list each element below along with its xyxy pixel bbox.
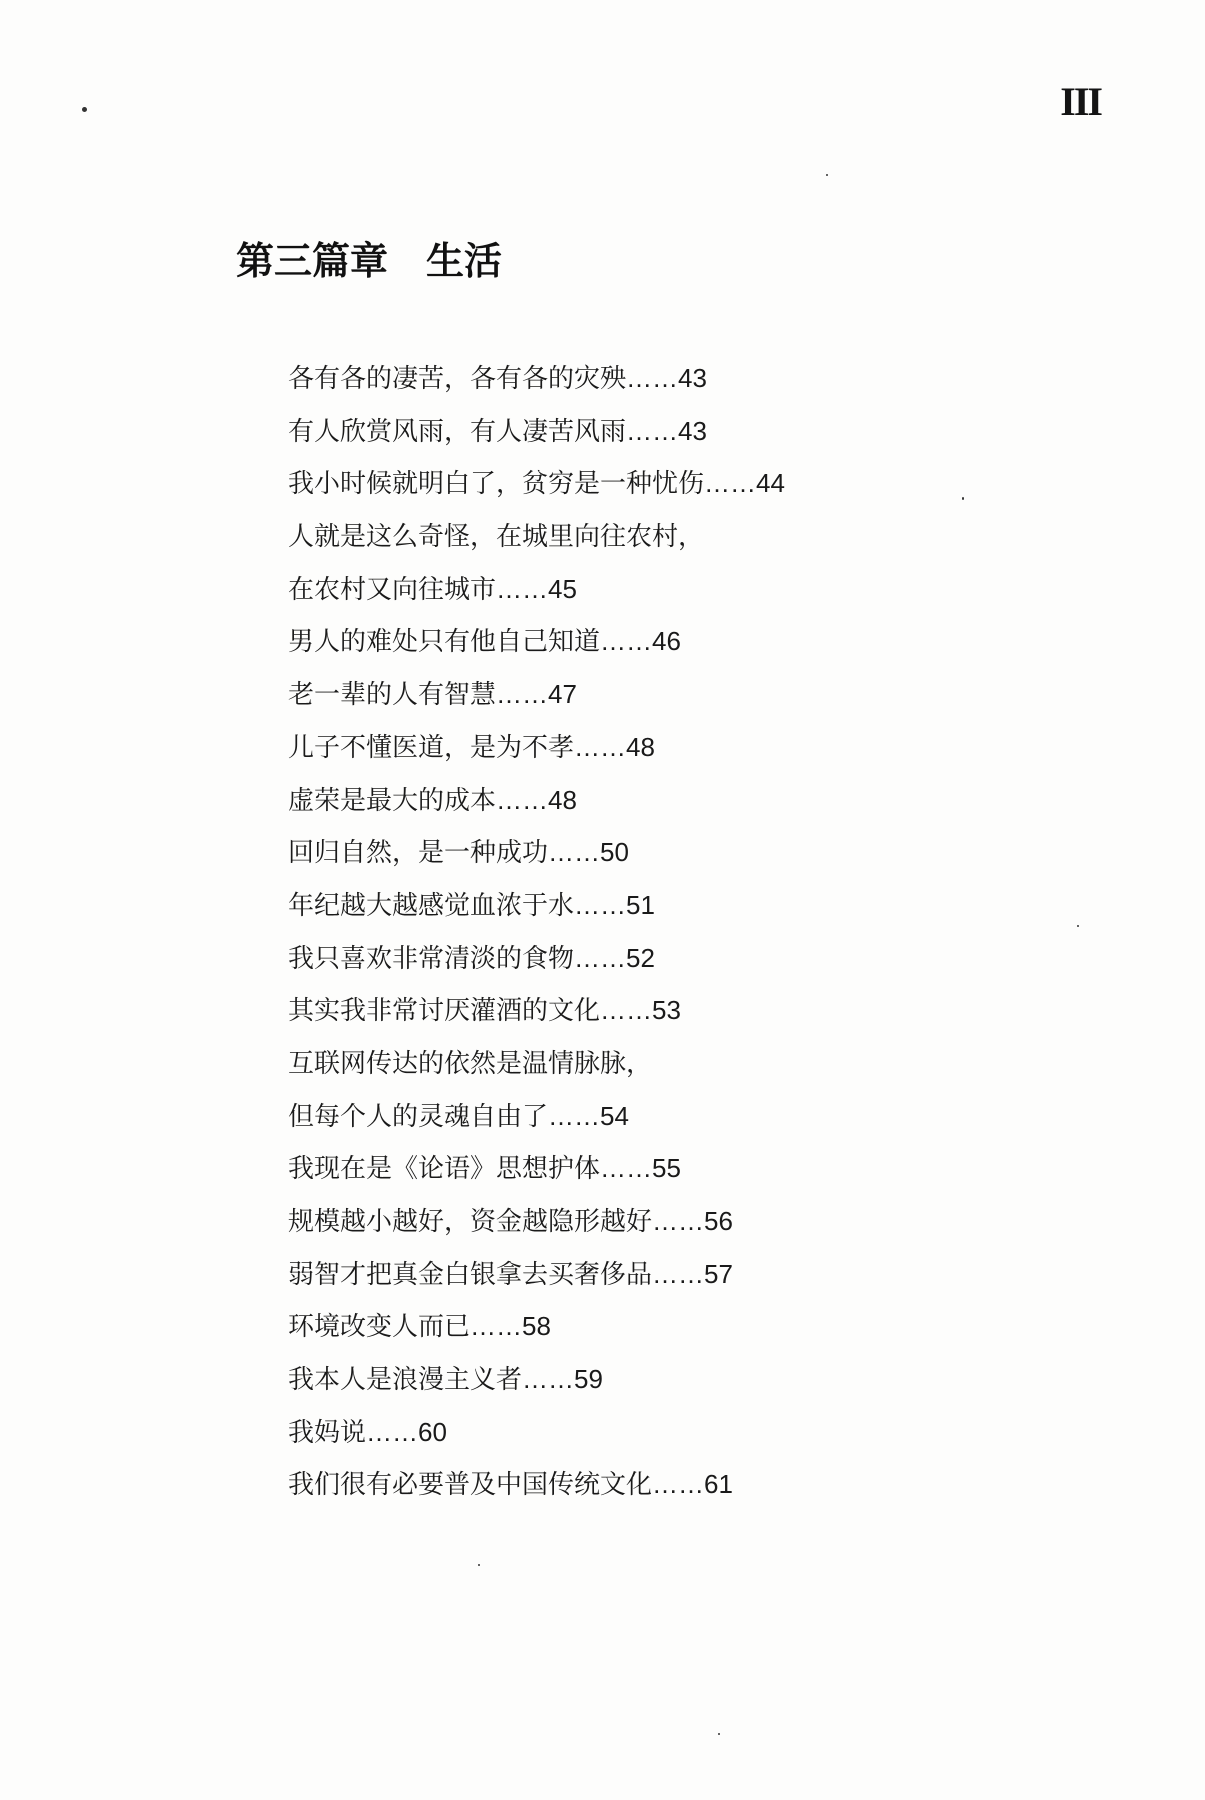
toc-entry-title: 规模越小越好，资金越隐形越好	[288, 1207, 653, 1237]
toc-entry-title: 各有各的凄苦，各有各的灾殃	[288, 364, 627, 394]
toc-entry-page: ……48	[496, 784, 577, 815]
toc-entry[interactable]	[288, 1195, 785, 1248]
toc-entry-page: ……48	[574, 731, 655, 762]
toc-entry-title: 我本人是浪漫主义者	[288, 1365, 523, 1396]
toc-entry-title: 虚荣是最大的成本	[288, 785, 497, 816]
toc-entry[interactable]	[288, 510, 785, 563]
toc-entry-title: 男人的难处只有他自己知道	[288, 627, 601, 658]
toc-entry-page: ……59	[522, 1364, 603, 1395]
chapter-name: 生活	[426, 239, 503, 283]
toc-entry-title: 互联网传达的依然是温情脉脉，	[288, 1048, 653, 1079]
toc-entry-title: 我小时候就明白了，贫穷是一种忧伤	[288, 469, 705, 500]
toc-entry[interactable]	[288, 1353, 785, 1406]
toc-entry-page: ……52	[574, 942, 655, 973]
toc-entry[interactable]	[288, 826, 785, 879]
scan-speck	[1077, 925, 1079, 927]
toc-entry-page: ……43	[626, 415, 707, 446]
scan-speck	[82, 107, 87, 112]
toc-entry-title: 我现在是《论语》思想护体	[288, 1154, 601, 1185]
toc-entry[interactable]	[288, 615, 785, 668]
toc-entry-title: 人就是这么奇怪，在城里向往农村，	[288, 522, 705, 553]
scan-speck	[478, 1564, 480, 1566]
toc-entry-title: 但每个人的灵魂自由了	[288, 1101, 549, 1132]
toc-entry-page: ……46	[600, 626, 681, 657]
toc-entry[interactable]	[288, 563, 785, 616]
toc-entry[interactable]	[288, 1458, 785, 1511]
toc-entry-page: ……58	[470, 1311, 551, 1342]
table-of-contents	[288, 352, 785, 1511]
toc-entry[interactable]	[288, 1248, 785, 1301]
toc-entry-title: 我只喜欢非常清淡的食物	[288, 943, 575, 974]
toc-entry-title: 我们很有必要普及中国传统文化	[288, 1470, 653, 1501]
toc-entry-page: ……47	[496, 679, 577, 710]
toc-entry-title: 有人欣赏风雨，有人凄苦风雨	[288, 416, 627, 447]
toc-entry-page: ……53	[600, 995, 681, 1026]
toc-entry[interactable]	[288, 984, 785, 1037]
toc-entry-title: 年纪越大越感觉血浓于水	[288, 890, 575, 921]
toc-entry[interactable]	[288, 932, 785, 985]
toc-entry[interactable]	[288, 1300, 785, 1353]
toc-entry-title: 我妈说	[288, 1417, 367, 1448]
toc-entry[interactable]	[288, 1090, 785, 1143]
scan-speck	[962, 497, 964, 500]
toc-entry-title: 儿子不懂医道，是为不孝	[288, 732, 575, 763]
toc-entry-page: ……54	[548, 1100, 629, 1131]
toc-entry[interactable]	[288, 405, 785, 458]
toc-entry-title: 回归自然，是一种成功	[288, 838, 549, 869]
toc-entry[interactable]	[288, 457, 785, 510]
toc-entry[interactable]	[288, 352, 785, 405]
scan-speck	[718, 1733, 720, 1735]
toc-entry-page: ……51	[574, 889, 655, 920]
toc-entry-title: 老一辈的人有智慧	[288, 680, 497, 711]
toc-entry-title: 其实我非常讨厌灌酒的文化	[288, 996, 601, 1027]
toc-entry-page: ……44	[704, 468, 785, 499]
toc-entry-title: 环境改变人而已	[288, 1312, 471, 1343]
toc-entry[interactable]	[288, 1406, 785, 1459]
toc-entry[interactable]	[288, 721, 785, 774]
page-number: III	[1060, 79, 1101, 124]
chapter-title	[236, 239, 503, 283]
scan-speck	[826, 174, 828, 176]
toc-entry-page: ……60	[366, 1416, 447, 1447]
toc-entry-page: ……56	[652, 1206, 733, 1236]
toc-entry[interactable]	[288, 1142, 785, 1195]
toc-entry-page: ……50	[548, 837, 629, 868]
toc-entry-page: ……57	[652, 1258, 733, 1289]
toc-entry[interactable]	[288, 1037, 785, 1090]
toc-entry[interactable]	[288, 668, 785, 721]
chapter-number-label: 第三篇章	[236, 239, 389, 283]
toc-entry-title: 在农村又向往城市	[288, 574, 497, 605]
toc-entry[interactable]	[288, 774, 785, 827]
toc-entry-page: ……45	[496, 573, 577, 604]
toc-entry-title: 弱智才把真金白银拿去买奢侈品	[288, 1259, 653, 1290]
toc-entry-page: ……55	[600, 1153, 681, 1184]
toc-entry[interactable]	[288, 879, 785, 932]
toc-entry-page: ……43	[626, 363, 707, 393]
toc-entry-page: ……61	[652, 1469, 733, 1500]
